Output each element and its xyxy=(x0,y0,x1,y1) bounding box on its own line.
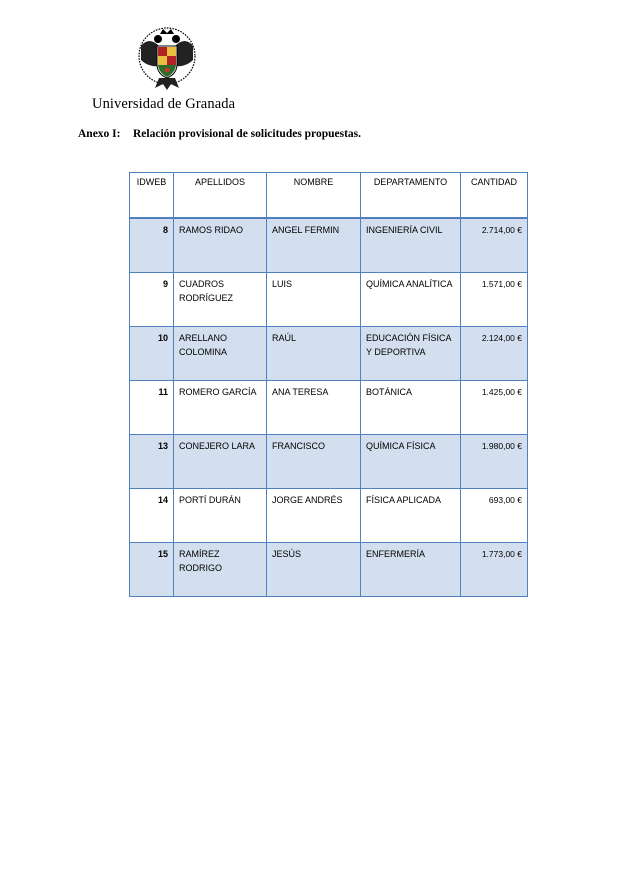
cell-nombre: JESÚS xyxy=(267,543,361,597)
requests-table xyxy=(129,172,528,597)
cell-cantidad: 1.571,00 € xyxy=(461,273,528,327)
annex-heading xyxy=(78,128,361,140)
cell-nombre: LUIS xyxy=(267,273,361,327)
column-header-apellidos: APELLIDOS xyxy=(174,173,267,219)
cell-departamento: EDUCACIÓN FÍSICA Y DEPORTIVA xyxy=(361,327,461,381)
cell-nombre: ANGEL FERMIN xyxy=(267,218,361,273)
cell-idweb: 13 xyxy=(130,435,174,489)
cell-apellidos: CONEJERO LARA xyxy=(174,435,267,489)
table-row xyxy=(130,489,528,543)
university-name: Universidad de Granada xyxy=(92,96,236,112)
cell-departamento: ENFERMERÍA xyxy=(361,543,461,597)
cell-idweb: 8 xyxy=(130,218,174,273)
table-row xyxy=(130,435,528,489)
table-row xyxy=(130,543,528,597)
cell-nombre: RAÚL xyxy=(267,327,361,381)
cell-departamento: INGENIERÍA CIVIL xyxy=(361,218,461,273)
cell-apellidos: PORTÍ DURÁN xyxy=(174,489,267,543)
cell-idweb: 10 xyxy=(130,327,174,381)
cell-idweb: 14 xyxy=(130,489,174,543)
table-row xyxy=(130,381,528,435)
cell-apellidos: RAMÍREZ RODRIGO xyxy=(174,543,267,597)
column-header-nombre: NOMBRE xyxy=(267,173,361,219)
university-coat-of-arms-icon xyxy=(135,26,199,94)
cell-departamento: FÍSICA APLICADA xyxy=(361,489,461,543)
cell-cantidad: 1.980,00 € xyxy=(461,435,528,489)
cell-apellidos: ROMERO GARCÍA xyxy=(174,381,267,435)
cell-cantidad: 1.773,00 € xyxy=(461,543,528,597)
cell-cantidad: 2.124,00 € xyxy=(461,327,528,381)
annex-label: Anexo I: xyxy=(78,128,121,140)
cell-departamento: BOTÁNICA xyxy=(361,381,461,435)
cell-idweb: 11 xyxy=(130,381,174,435)
table-row xyxy=(130,273,528,327)
cell-nombre: ANA TERESA xyxy=(267,381,361,435)
cell-nombre: JORGE ANDRÉS xyxy=(267,489,361,543)
column-header-departamento: DEPARTAMENTO xyxy=(361,173,461,219)
table-row xyxy=(130,327,528,381)
column-header-idweb: IDWEB xyxy=(130,173,174,219)
cell-apellidos: RAMOS RIDAO xyxy=(174,218,267,273)
cell-idweb: 15 xyxy=(130,543,174,597)
cell-departamento: QUÍMICA FÍSICA xyxy=(361,435,461,489)
cell-apellidos: ARELLANO COLOMINA xyxy=(174,327,267,381)
cell-cantidad: 2.714,00 € xyxy=(461,218,528,273)
annex-title: Relación provisional de solicitudes propuestas. xyxy=(133,128,362,140)
cell-apellidos: CUADROS RODRÍGUEZ xyxy=(174,273,267,327)
cell-cantidad: 693,00 € xyxy=(461,489,528,543)
table-row xyxy=(130,218,528,273)
cell-nombre: FRANCISCO xyxy=(267,435,361,489)
table-header-row xyxy=(130,173,528,219)
cell-cantidad: 1.425,00 € xyxy=(461,381,528,435)
cell-idweb: 9 xyxy=(130,273,174,327)
column-header-cantidad: CANTIDAD xyxy=(461,173,528,219)
university-logo xyxy=(92,26,244,113)
cell-departamento: QUÍMICA ANALÍTICA xyxy=(361,273,461,327)
